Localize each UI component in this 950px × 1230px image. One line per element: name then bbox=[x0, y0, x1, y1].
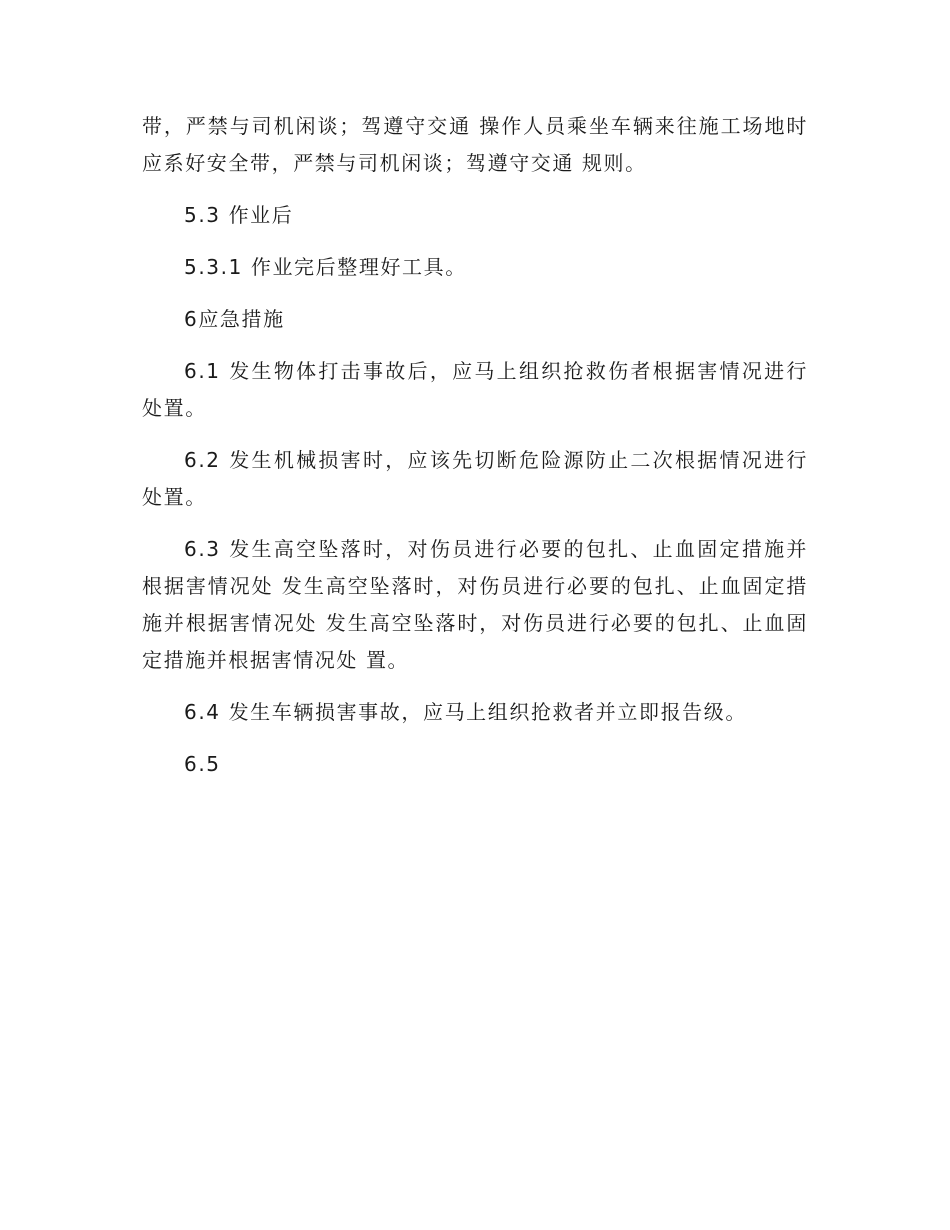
paragraph-6-3: 6.3 发生高空坠落时，对伤员进行必要的包扎、止血固定措施并根据害情况处 发生高空坠落时，对伤员进行必要的包扎、止血固定措施并根据害情况处 发生高空坠落时，对伤员进行必要的包扎、止血固定措施并根据害情况处 置。 bbox=[142, 537, 808, 672]
heading-5-3: 5.3 作业后 bbox=[184, 203, 294, 227]
document-body bbox=[142, 108, 808, 783]
paragraph-5-3-1: 5.3.1 作业完后整理好工具。 bbox=[184, 255, 467, 279]
paragraph-6-1: 6.1 发生物体打击事故后，应马上组织抢救伤者根据害情况进行处置。 bbox=[142, 359, 808, 420]
paragraph-6-2: 6.2 发生机械损害时，应该先切断危险源防止二次根据情况进行处置。 bbox=[142, 448, 808, 509]
paragraph-traffic-rules: 带，严禁与司机闲谈；驾遵守交通 操作人员乘坐车辆来往施工场地时应系好安全带，严禁与司机闲谈；驾遵守交通 规则。 bbox=[142, 114, 808, 175]
heading-6-emergency-measures: 6应急措施 bbox=[184, 307, 285, 331]
paragraph-6-4: 6.4 发生车辆损害事故，应马上组织抢救者并立即报告级。 bbox=[184, 700, 747, 724]
paragraph-6-5: 6.5 bbox=[184, 752, 221, 776]
